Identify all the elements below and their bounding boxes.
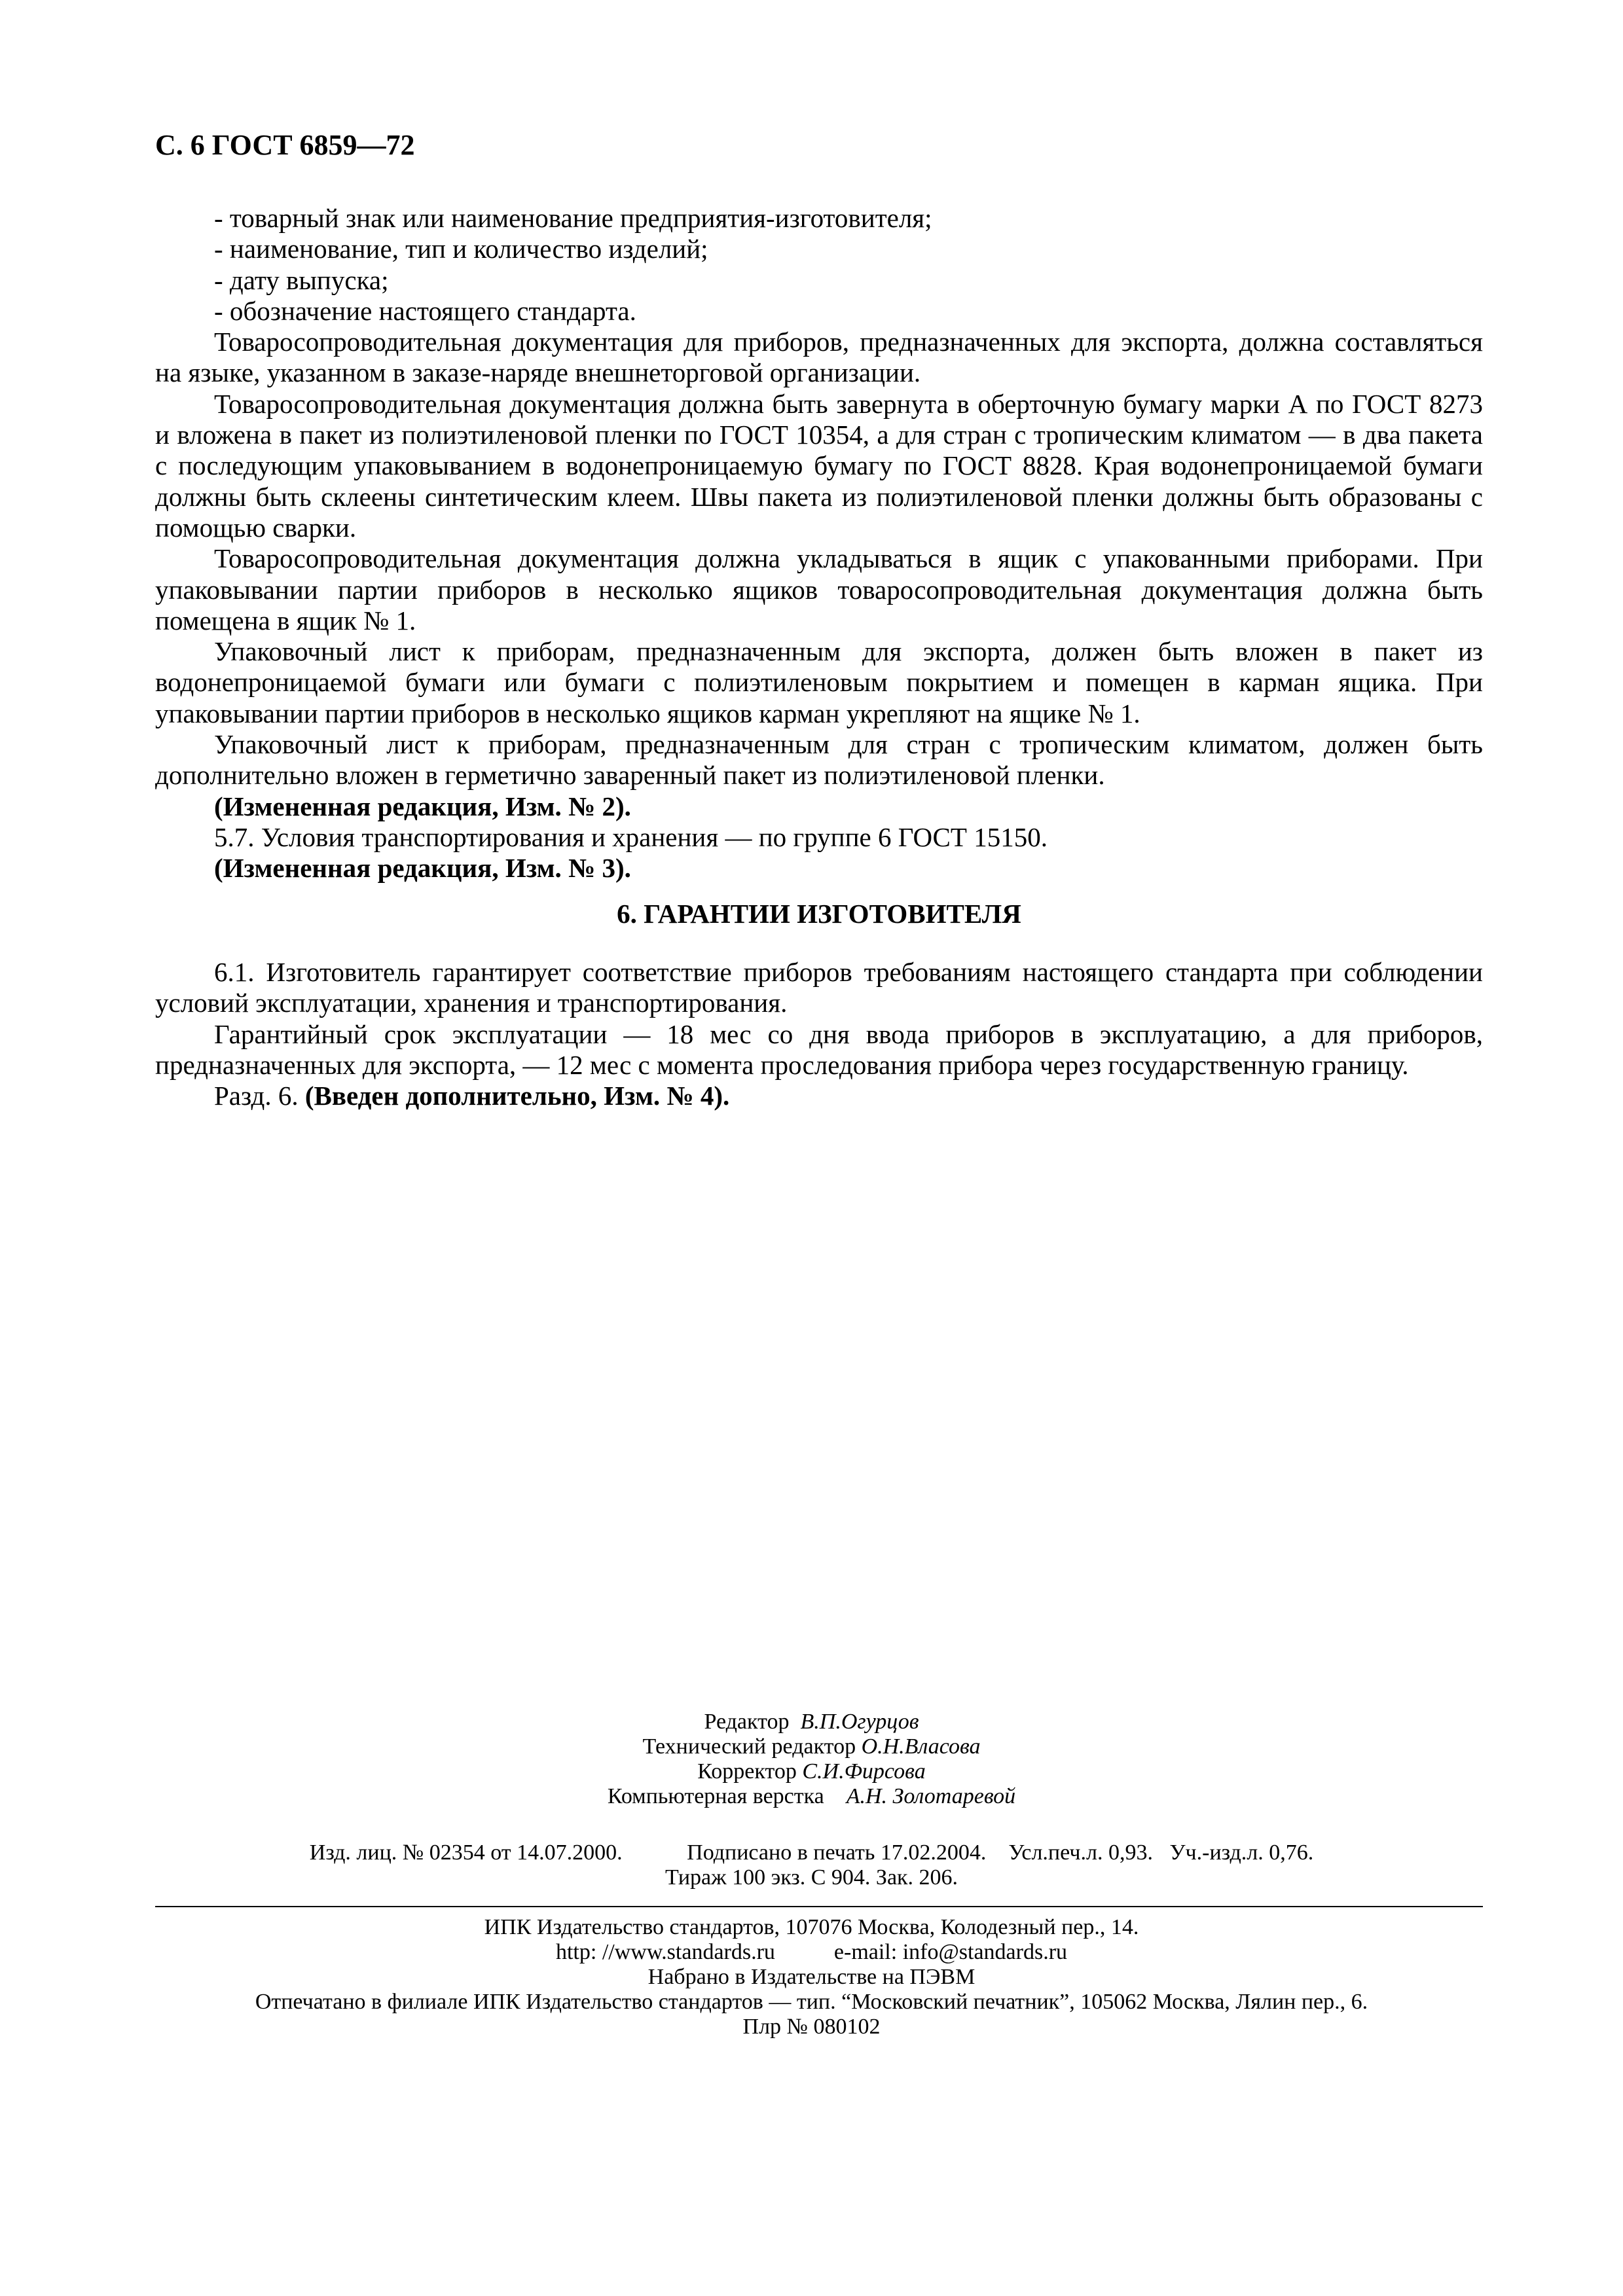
credit-line	[0, 1759, 1623, 1784]
paragraph: Упаковочный лист к приборам, предназначенным для экспорта, должен быть вложен в пакет из водонепроницаемой бумаги или бумаги с полиэтиленовым покрытием и помещен в карман ящика. При упаковывании партии приборов в несколько ящиков карман укрепляют на ящике № 1.	[155, 636, 1483, 728]
credit-line	[0, 1784, 1623, 1809]
plr-number: Плр № 080102	[742, 2015, 881, 2039]
section-note	[155, 1081, 1483, 1111]
paragraph: Товаросопроводительная документация должна укладываться в ящик с упакованными приборами. При упаковывании партии приборов в несколько ящиков товаросопроводительная документация должна быть помещена в ящик № 1.	[155, 543, 1483, 636]
credit-role: Корректор	[697, 1759, 797, 1784]
list-item: - дату выпуска;	[214, 264, 389, 295]
license: Изд. лиц. № 02354 от 14.07.2000.	[309, 1840, 623, 1865]
website-link[interactable]: http: //www.standards.ru	[555, 1940, 775, 1964]
list-item: - товарный знак или наименование предприятия-изготовителя;	[214, 203, 932, 233]
paragraph: Упаковочный лист к приборам, предназначенным для стран с тропическим климатом, должен быть дополнительно вложен в герметично заваренный пакет из полиэтиленовой пленки.	[155, 729, 1483, 791]
print-sheets: Усл.печ.л. 0,93.	[1008, 1840, 1153, 1865]
section-title: 6. ГАРАНТИИ ИЗГОТОВИТЕЛЯ	[617, 899, 1021, 929]
publisher-contacts	[0, 1940, 1623, 1965]
credit-name: А.Н. Золотаревой	[846, 1784, 1016, 1808]
credit-name: С.И.Фирсова	[802, 1759, 926, 1784]
typeset-note: Набрано в Издательстве на ПЭВМ	[647, 1965, 976, 1989]
credit-role: Компьютерная верстка	[607, 1784, 824, 1808]
paragraph: Товаросопроводительная документация для приборов, предназначенных для экспорта, должна составляться на языке, указанном в заказе-наряде внешнеторговой организации.	[155, 327, 1483, 388]
print-run: Тираж 100 экз. С 904. Зак. 206.	[665, 1865, 958, 1890]
section-text	[155, 957, 1483, 1111]
divider	[155, 1906, 1483, 1907]
printed-note: Отпечатано в филиале ИПК Издательство стандартов — тип. “Московский печатник”, 105062 Москва, Лялин пер., 6.	[255, 1990, 1368, 2014]
imprint	[0, 1840, 1623, 1890]
imprint-line	[0, 1840, 1623, 1865]
main-text	[155, 203, 1483, 884]
signed-date: Подписано в печать 17.02.2004.	[687, 1840, 987, 1865]
list-item: - наименование, тип и количество изделий;	[214, 234, 708, 264]
clause-5-7: 5.7. Условия транспортирования и хранения — по группе 6 ГОСТ 15150.	[214, 821, 1048, 852]
paragraph: 6.1. Изготовитель гарантирует соответствие приборов требованиям настоящего стандарта при соблюдении условий эксплуатации, хранения и транспортирования.	[155, 957, 1483, 1018]
page-header: С. 6 ГОСТ 6859—72	[155, 129, 415, 161]
paragraph: Гарантийный срок эксплуатации — 18 мес со дня ввода приборов в эксплуатацию, а для приборов, предназначенных для экспорта, — 12 мес с момента проследования прибора через государственную границу.	[155, 1018, 1483, 1080]
section-note-bold: (Введен дополнительно, Изм. № 4).	[304, 1081, 730, 1111]
credits	[0, 1710, 1623, 1809]
publisher-address: ИПК Издательство стандартов, 107076 Москва, Колодезный пер., 14.	[484, 1915, 1139, 1939]
paragraph: Товаросопроводительная документация должна быть завернута в оберточную бумагу марки А по ГОСТ 8273 и вложена в пакет из полиэтиленовой пленки по ГОСТ 10354, а для стран с тропическим климатом — в два пакета с последующим упаковыванием в водонепроницаемую бумагу по ГОСТ 8828. Края водонепроницаемой бумаги должны быть склеены синтетическим клеем. Швы пакета из полиэтиленовой пленки должны быть образованы с помощью сварки.	[155, 388, 1483, 543]
email-link[interactable]: e-mail: info@standards.ru	[833, 1940, 1068, 1964]
list-item: - обозначение настоящего стандарта.	[214, 295, 636, 326]
credit-name: В.П.Огурцов	[800, 1710, 919, 1734]
publisher-info	[0, 1915, 1623, 2039]
amendment-note: (Измененная редакция, Изм. № 2).	[214, 791, 631, 821]
credit-name: О.Н.Власова	[861, 1734, 981, 1759]
credit-line	[0, 1710, 1623, 1734]
credit-role: Технический редактор	[642, 1734, 856, 1759]
credit-line	[0, 1734, 1623, 1759]
amendment-note: (Измененная редакция, Изм. № 3).	[214, 853, 631, 884]
edit-sheets: Уч.-изд.л. 0,76.	[1169, 1840, 1314, 1865]
credit-role: Редактор	[704, 1710, 790, 1734]
section-note-prefix: Разд. 6.	[214, 1081, 299, 1111]
